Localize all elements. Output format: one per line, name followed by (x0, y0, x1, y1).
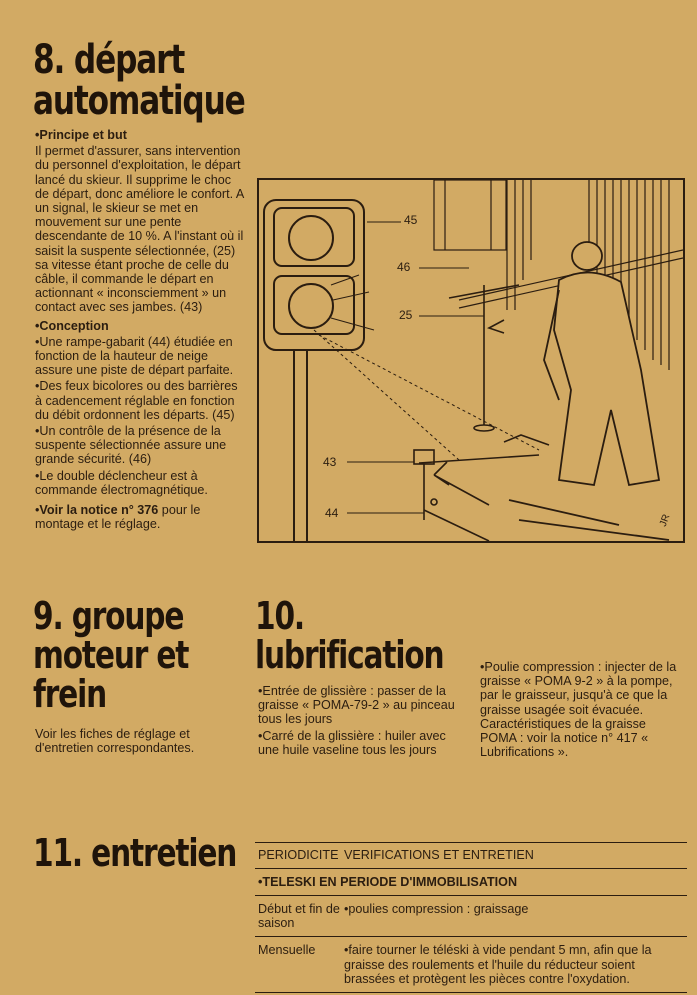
table-section-heading: • TELESKI EN PERIODE D'IMMOBILISATION (255, 869, 687, 895)
lubrification-item: • Poulie compression : injecter de la graisse « POMA 9-2 » à la pompe, par le graisseur, jusqu'à ce que la graisse usagée soit évacuée. Caractéristiques de la graisse POMA : voir la notice n° 417 « Lubrifications ». (480, 660, 685, 759)
callout-43: 43 (323, 455, 337, 469)
row-period: Début et fin de saison (258, 902, 340, 931)
row-task: • poulies compression : graissage (344, 902, 687, 930)
callout-25: 25 (399, 308, 413, 322)
conception-item: • Des feux bicolores ou des barrières à cadencement réglable en fonction du débit ordonnent les départs. (45) (35, 379, 247, 422)
callout-44: 44 (325, 506, 339, 520)
table-divider (255, 992, 687, 993)
table-row (255, 896, 687, 936)
conception-item: • Une rampe-gabarit (44) étudiée en fonction de la hauteur de neige assure une piste de départ parfaite. (35, 335, 247, 378)
conception-heading: • Conception (35, 319, 247, 333)
conception-item: • Un contrôle de la présence de la suspente sélectionnée assure une grande sécurité. (46) (35, 424, 247, 467)
table-header (255, 843, 687, 868)
artist-signature: JR (657, 512, 673, 529)
header-verifications: VERIFICATIONS ET ENTRETIEN (344, 848, 534, 862)
depart-text-column (35, 128, 247, 533)
lubrification-text-right (480, 660, 685, 761)
lubrification-item: • Entrée de glissière : passer de la graisse « POMA-79-2 » au pinceau tous les jours (258, 684, 458, 727)
row-period: Mensuelle (258, 943, 316, 958)
row-task: • faire tourner le téléski à vide pendant 5 mn, afin que la graisse des roulements et l'huile du réducteur soient brassées et protègent les pièces contre l'oxydation. (344, 943, 687, 986)
start-gate-illustration (257, 178, 685, 543)
illustration-drawing (259, 180, 683, 541)
callout-46: 46 (397, 260, 411, 274)
lubrification-text-left (258, 684, 458, 759)
section-title-lubrification: 10. lubrification (255, 594, 444, 677)
principe-heading: • Principe et but (35, 128, 247, 142)
table-row (255, 937, 687, 992)
header-periodicite: PERIODICITE (258, 848, 339, 862)
lubrification-item: • Carré de la glissière : huiler avec une huile vaseline tous les jours (258, 729, 458, 757)
maintenance-table (255, 842, 687, 993)
principe-body: Il permet d'assurer, sans intervention du personnel d'exploitation, le départ lancé du skieur. Il supprime le choc de départ, donc améliore le confort. A un signal, le skieur se met en mouvement sur une pente descendante de 10 %. A l'instant où il saisit la suspente sélectionnée, (25) sa vitesse étant proche de celle du câble, il commande le départ en actionnant « inconsciemment » un contact avec ses jambes. (43) (35, 144, 244, 315)
callout-45: 45 (404, 213, 418, 227)
notice-reference: • Voir la notice n° 376 pour le montage et le réglage. (35, 503, 247, 531)
conception-item: • Le double déclencheur est à commande électromagnétique. (35, 469, 247, 497)
section-title-entretien: 11. entretien (33, 831, 237, 875)
section-title-groupe: 9. groupe moteur et frein (33, 594, 189, 716)
section-title-depart: 8. départ automatique (33, 37, 245, 124)
groupe-text: Voir les fiches de réglage et d'entretien correspondantes. (35, 727, 195, 756)
